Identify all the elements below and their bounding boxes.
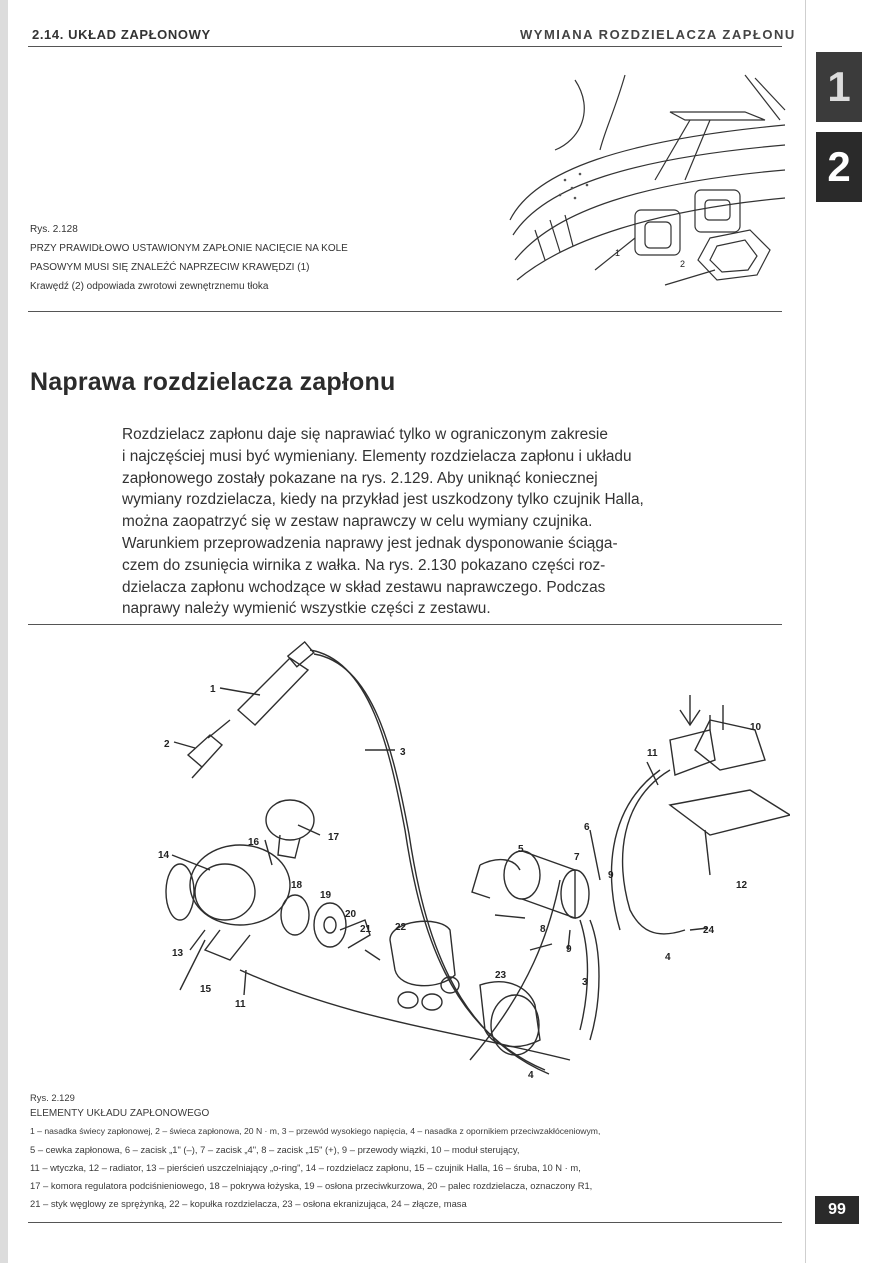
paragraph-line: Warunkiem przeprowadzenia naprawy jest jednak dysponowanie ściąga- [122,534,618,552]
legend-line-5: 21 – styk węglowy ze sprężynką, 22 – kopułka rozdzielacza, 23 – osłona ekranizująca, 24 – złącze, masa [30,1198,467,1209]
page-number: 99 [815,1196,859,1224]
part-label-22: 22 [395,922,407,933]
paragraph-line: dzielacza zapłonu wchodzące w skład zestawu naprawczego. Podczas [122,578,606,596]
label-1: 1 [615,248,621,258]
part-label-10: 10 [750,722,762,733]
part-label-17: 17 [328,832,340,843]
part-label-18: 18 [291,880,303,891]
part-label-4: 4 [665,952,671,963]
part-label-16: 16 [248,837,260,848]
part-label-12: 12 [736,880,748,891]
label-2: 2 [680,259,686,269]
part-label-20: 20 [345,909,357,920]
figure-caption-line-2: PASOWYM MUSI SIĘ ZNALEŹĆ NAPRZECIW KRAWĘDZI (1) [30,262,310,273]
paragraph-line: zapłonowego zostały pokazane na rys. 2.129. Aby uniknąć koniecznej [122,469,598,487]
running-header-topic: WYMIANA ROZDZIELACZA ZAPŁONU [520,27,796,42]
legend-line-3: 11 – wtyczka, 12 – radiator, 13 – pierścień uszczelniający „o-ring", 14 – rozdzielacz zapłonu, 15 – czujnik Halla, 16 – śruba, 10 N · m, [30,1162,581,1173]
part-label-9: 9 [608,870,614,881]
section-paragraph [122,424,694,620]
part-label-19: 19 [320,890,332,901]
running-header-chapter: 2.14. UKŁAD ZAPŁONOWY [32,27,211,42]
part-label-23: 23 [495,970,507,981]
paragraph-line: Rozdzielacz zapłonu daje się naprawiać tylko w ograniczonym zakresie [122,426,608,443]
timing-mark-illustration [505,70,790,295]
part-label-11: 11 [647,748,658,759]
figure-caption-line-3: Krawędź (2) odpowiada zwrotowi zewnętrznemu tłoka [30,281,269,292]
section-heading: Naprawa rozdzielacza zapłonu [30,368,396,396]
legend-line-4: 17 – komora regulatora podciśnieniowego, 18 – pokrywa łożyska, 19 – osłona przeciwkurzowa, 20 – palec rozdzielacza, oznaczony R1, [30,1180,593,1191]
part-label-8: 8 [540,924,546,935]
section-rule-top [28,311,782,312]
ignition-system-exploded-diagram [150,630,790,1080]
part-label-7: 7 [574,852,580,863]
paragraph-line: i najczęściej musi być wymieniany. Elementy rozdzielacza zapłonu i układu [122,447,632,465]
margin-line [805,0,806,1263]
figure-caption-number: Rys. 2.128 [30,224,78,235]
part-label-13: 13 [172,948,184,959]
part-label-1: 1 [210,684,216,695]
chapter-tab-2: 2 [816,132,862,202]
part-label-5: 5 [518,844,524,855]
legend-caption-number: Rys. 2.129 [30,1092,75,1103]
part-label-3: 3 [400,747,406,758]
part-label-3b: 3 [582,977,588,988]
part-label-21: 21 [360,924,372,935]
legend-line-1: 1 – nasadka świecy zapłonowej, 2 – świeca zapłonowa, 20 N · m, 3 – przewód wysokiego napięcia, 4 – nasadka z opornikiem przeciwzakłóceniowym, [30,1126,601,1136]
paragraph-line: można zaopatrzyć się w zestaw naprawczy w celu wymiany czujnika. [122,513,593,531]
figure-caption-line-1: PRZY PRAWIDŁOWO USTAWIONYM ZAPŁONIE NACIĘCIE NA KOLE [30,243,348,254]
paragraph-line: czem do zsunięcia wirnika z wałka. Na rys. 2.130 pokazano części roz- [122,556,606,574]
legend-line-2: 5 – cewka zapłonowa, 6 – zacisk „1" (–), 7 – zacisk „4", 8 – zacisk „15" (+), 9 – przewody wiązki, 10 – moduł sterujący, [30,1144,520,1155]
part-label-4b: 4 [528,1070,534,1080]
part-label-15: 15 [200,984,212,995]
section-rule-bottom [28,624,782,625]
part-label-6: 6 [584,822,590,833]
part-label-11b: 11 [235,999,246,1010]
legend-caption-title: ELEMENTY UKŁADU ZAPŁONOWEGO [30,1108,210,1119]
paragraph-line: wymiany rozdzielacza, kiedy na przykład jest uszkodzony tylko czujnik Halla, [122,491,644,509]
paragraph-line: naprawy należy wymienić wszystkie części z zestawu. [122,600,491,618]
part-label-14: 14 [158,850,170,861]
part-label-24: 24 [703,925,715,936]
part-label-2: 2 [164,739,170,750]
page-edge [0,0,8,1263]
header-rule [28,46,782,47]
chapter-tab-1: 1 [816,52,862,122]
footer-rule [28,1222,782,1223]
part-label-9b: 9 [566,944,572,955]
